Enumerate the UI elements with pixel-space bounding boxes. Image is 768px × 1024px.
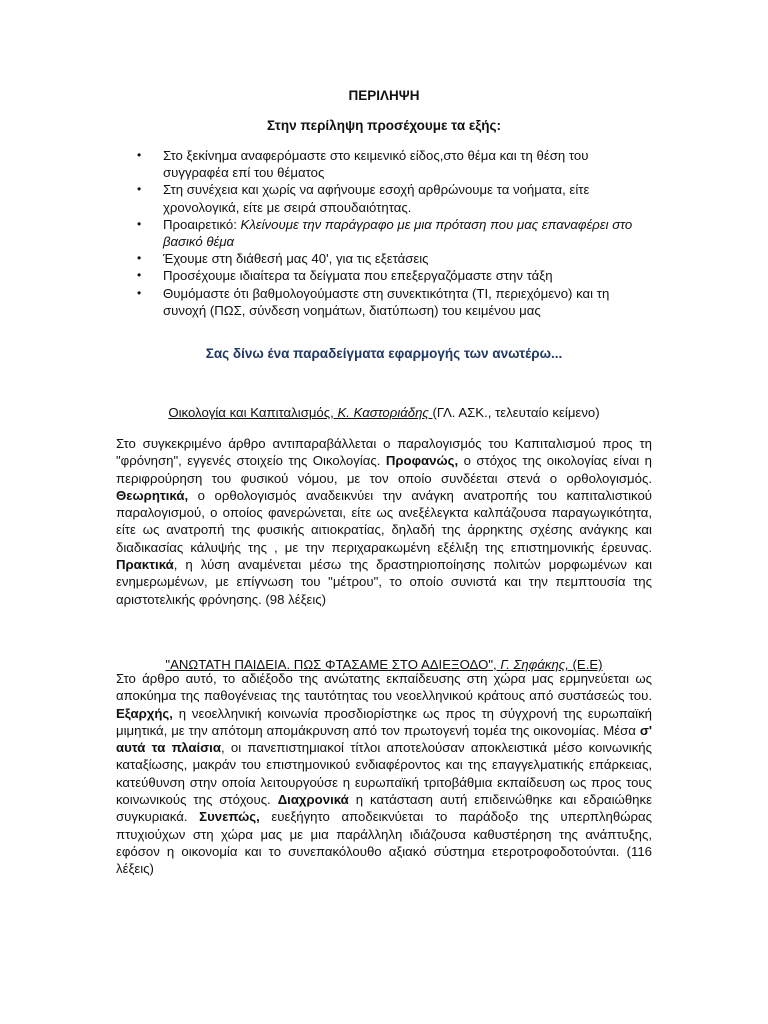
transition-word: Θεωρητικά, [116,487,189,503]
paragraph-text: , η λύση αναμένεται μέσω της δραστηριοποίησης πολιτών μορφωμένων και ενημερωμένων, με επίγνωση του "μέτρου", το οποίο συνιστά και την πεμπτουσία της αριστοτελικής φρόνησης. (98 λέξεις) [116,557,652,607]
bullet-icon: • [137,285,142,300]
source-citation [0,405,768,420]
source-title: "ΑΝΩΤΑΤΗ ΠΑΙΔΕΙΑ. ΠΩΣ ΦΤΑΣΑΜΕ ΣΤΟ ΑΔΙΕΞΟΔΟ", [165,657,501,672]
list-item-text: Θυμόμαστε ότι βαθμολογούμαστε στη συνεκτικότητα (ΤΙ, περιεχόμενο) και τη συνοχή (ΠΩΣ, σύνδεση νοημάτων, διατύπωση) του κειμένου μας [163,285,610,318]
bullet-icon: • [137,148,142,162]
summary-paragraph [116,435,652,608]
bullet-icon: • [137,216,142,231]
summary-paragraph [116,670,652,878]
source-author: Κ. Καστοριάδης [337,405,433,420]
bullet-icon: • [137,251,142,266]
paragraph-text: η νεοελληνική κοινωνία προσδιορίστηκε ως προς τη σύγχρονή της ευρωπαϊκή μιμητικά, με την απότομη απομάκρυνση από τον πρωτογενή τομέα της οικονομίας. Μέσα [116,705,652,738]
list-item-prefix: Προαιρετικό: [163,216,241,232]
paragraph-text: , οι πανεπιστημιακοί τίτλοι αποτελούσαν αποκλειστικά μέσο κοινωνικής καταξίωσης, μακράν του επιστημονικού ενδιαφέροντος και της επαγγελματικής επάρκειας, κατεύθυνση στην οποία λειτουργούσε η ευρωπαϊκή τριτοβάθμια εκπαίδευση ως προς τους κοινωνικούς της στόχους. [116,740,652,808]
source-author: Γ. Σηφάκης, [500,657,573,672]
list-item [128,181,648,215]
paragraph-text: Στο άρθρο αυτό, το αδιέξοδο της ανώτατης εκπαίδευσης στη χώρα μας ερμηνεύεται ως αποκύημα της παθογένειας της ταυτότητας του νεοελληνικού κράτους από συστάσεώς του. [116,671,652,704]
page-title: ΠΕΡΙΛΗΨΗ [348,88,420,103]
list-item-text: Προσέχουμε ιδιαίτερα τα δείγματα που επεξεργαζόμαστε στην τάξη [163,268,553,284]
list-item [128,216,648,250]
transition-word: Πρακτικά [116,557,174,573]
transition-word: Εξαρχής, [116,705,173,721]
list-item [128,285,648,319]
list-item [128,147,648,181]
transition-word: Διαχρονικά [277,792,349,808]
transition-word: Συνεπώς, [199,809,260,825]
source-title: Οικολογία και Καπιταλισμός, [168,405,338,420]
transition-word: σ' αυτά τα πλαίσια [116,722,652,756]
list-item-text: Στο ξεκίνημα αναφερόμαστε στο κειμενικό είδος,στο θέμα και τη θέση του συγγραφέα επί του θέματος [163,148,589,181]
source-details: (Ε.Ε) [572,657,603,672]
examples-heading: Σας δίνω ένα παραδείγματα εφαρμογής των ανωτέρω... [205,346,563,361]
list-item-text: Έχουμε στη διάθεσή μας 40', για τις εξετάσεις [163,251,429,267]
list-item-text: Στη συνέχεια και χωρίς να αφήνουμε εσοχή αρθρώνουμε τα νοήματα, είτε χρονολογικά, είτε με σειρά σπουδαιότητας. [163,182,590,215]
list-item [128,250,648,267]
bullet-icon: • [137,182,142,197]
paragraph-text: ο στόχος της οικολογίας είναι η περιφρούρηση του φυσικού νόμου, με τον οποίο συνδέεται στενά ο ορθολογισμός. [116,453,652,486]
transition-word: Προφανώς, [385,453,459,469]
tips-list [128,147,648,319]
source-details: (ΓΛ. ΑΣΚ., τελευταίο κείμενο) [432,405,600,420]
bullet-icon: • [137,268,142,283]
list-item [128,267,648,284]
list-item-italic-text: Κλείνουμε την παράγραφο με μια πρόταση που μας επαναφέρει στο βασικό θέμα [163,216,633,250]
paragraph-text: ο ορθολογισμός αναδεικνύει την ανάγκη ανατροπής του καπιταλιστικού παραλογισμού, ο οποίος φανερώνεται, είτε ως ανεξέλεγκτα καλπάζουσα παραγωγικότητα, είτε ως ανατροπή της φυσικής αιτιοκρατίας, δηλαδή της άρρηκτης σχέσης ανάγκης και διαδικασίας κάλυψής της , με την περιχαρακωμένη εξέλιξη της επιστημονικής έρευνας. [116,487,652,555]
paragraph-text: η κατάσταση αυτή επιδεινώθηκε και εδραιώθηκε συγκυριακά. [116,792,652,825]
paragraph-text: ευεξήγητο αποδεικνύεται το παράδοξο της υπερπληθώρας πτυχιούχων στη χώρα μας με μια παράλληλη ιδιάζουσα καθυστέρηση της ανάπτυξης, εφόσον η οικονομία και το συνεπακόλουθο αξιακό σύστημα ετεροτροφοδοτούνται. (116 λέξεις) [116,809,652,877]
page-subtitle: Στην περίληψη προσέχουμε τα εξής: [266,118,502,133]
paragraph-text: Στο συγκεκριμένο άρθρο αντιπαραβάλλεται ο παραλογισμός του Καπιταλισμού προς τη "φρόνηση", εγγενές στοιχείο της Οικολογίας. [116,436,652,469]
